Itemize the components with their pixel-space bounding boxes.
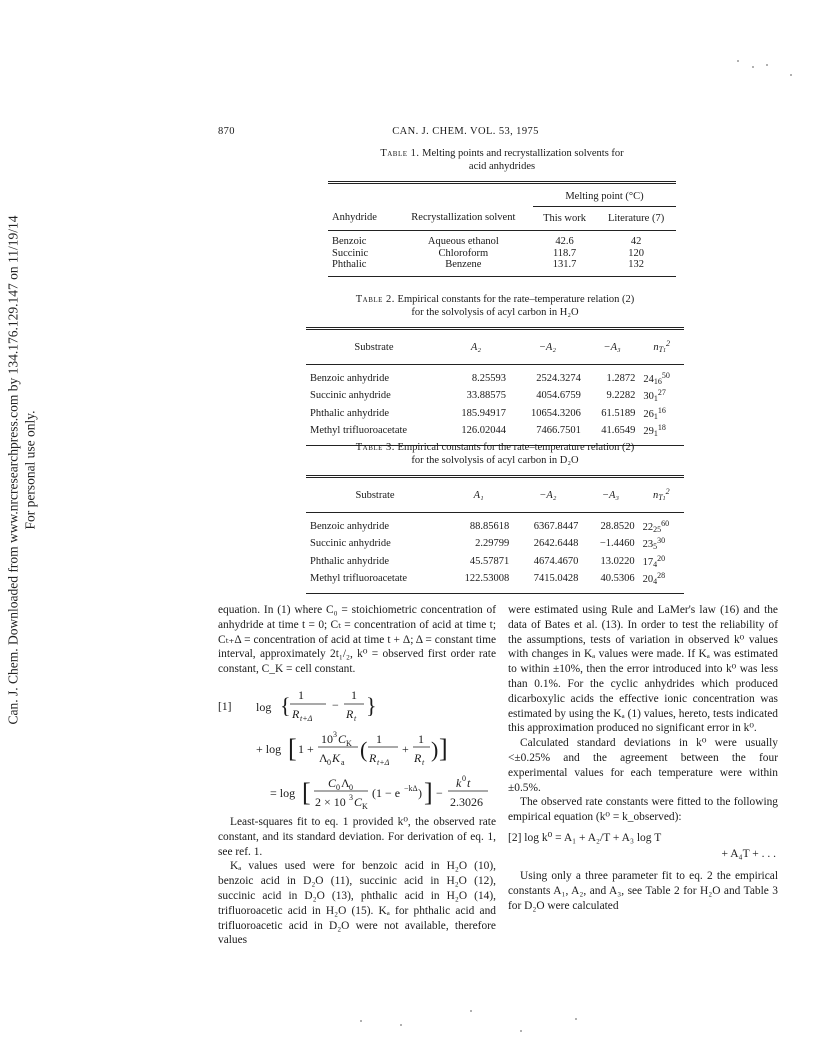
paragraph: Using only a three parameter fit to eq. 2 the empirical constants A₁, A₂, and A₃, see Table 2 for H₂O and Table 3 for D₂O were calculated	[508, 869, 778, 912]
table-cell: 1.2872	[606, 372, 636, 384]
table-cell: Chloroform	[438, 247, 489, 259]
svg-text:0: 0	[336, 782, 340, 792]
table-cell: 40.5306	[600, 573, 635, 584]
table-cell: 88.85618	[469, 520, 510, 532]
paragraph: The observed rate constants were fitted to the following empirical equation (k⁰ = k_observed):	[508, 796, 778, 824]
table-cell: 4674.4670	[533, 555, 579, 567]
table-1	[328, 147, 676, 277]
scan-speck	[752, 66, 754, 68]
table-2	[306, 293, 684, 446]
svg-text:1 +: 1 +	[298, 741, 314, 756]
svg-text:R: R	[369, 750, 377, 765]
table-3-label: Table 3.	[355, 442, 395, 453]
table-cell: 45.57871	[469, 555, 510, 567]
table-row	[306, 387, 684, 405]
table-cell: $22_{25}^{60}$	[642, 518, 670, 534]
table-row	[306, 570, 684, 593]
table-2-col-header: −A₂	[538, 342, 556, 353]
watermark-line-1: Can. J. Chem. Downloaded from www.nrcresearchpress.com by 134.176.129.147 on 11/19/14	[5, 215, 21, 725]
table-1-caption-line-1: Melting points and recrystallization solvents for	[422, 148, 624, 159]
svg-text:1: 1	[376, 731, 382, 746]
svg-text:a: a	[341, 757, 345, 767]
table-3-col-header: −A₃	[601, 490, 620, 501]
table-1-caption	[328, 147, 676, 173]
table-cell: Phthalic	[332, 259, 367, 270]
svg-text:0: 0	[462, 773, 466, 783]
svg-text:R: R	[414, 750, 422, 765]
table-row	[328, 231, 676, 248]
table-row	[306, 512, 684, 535]
scan-speck	[360, 1020, 362, 1022]
scan-speck	[470, 1010, 472, 1012]
table-row	[306, 535, 684, 553]
table-2-col-header: −A₃	[603, 342, 621, 353]
table-cell: 118.7	[552, 247, 577, 259]
table-cell: $17_4^{20}$	[642, 553, 666, 569]
svg-text:t+Δ: t+Δ	[377, 757, 390, 767]
table-cell: 42.6	[555, 236, 574, 247]
table-cell: 9.2282	[606, 390, 636, 401]
svg-text:+ log: + log	[256, 741, 282, 756]
svg-text:K: K	[346, 738, 352, 748]
scan-speck	[766, 64, 768, 66]
svg-text:(: (	[360, 736, 368, 762]
scan-speck	[520, 1030, 522, 1032]
table-3-col-header: A₁	[473, 490, 484, 501]
svg-text:t: t	[422, 757, 425, 767]
table-cell: 10654.3206	[530, 407, 581, 419]
table-cell: 2.29799	[475, 538, 510, 549]
svg-text:R: R	[292, 706, 300, 721]
table-cell: Benzene	[445, 259, 482, 270]
table-3-caption	[306, 441, 684, 467]
svg-text:C: C	[328, 775, 337, 790]
svg-text:(1 − e: (1 − e	[372, 785, 401, 800]
table-cell: Succinic anhydride	[310, 390, 391, 401]
svg-text:t+Δ: t+Δ	[300, 713, 313, 723]
scan-speck	[790, 74, 792, 76]
table-row	[306, 364, 684, 387]
table-3-caption-line-1: Empirical constants for the rate–temperature relation (2)	[397, 442, 635, 453]
table-1-col-header: Literature (7)	[607, 212, 665, 224]
paragraph: were estimated using Rule and LaMer's law (16) and the data of Bates et al. (13). In order to test the reliability of the assumptions, tests of variation in observed k⁰ values with changes in Kₐ values were made. If Kₐ was estimated to within ±10%, then the error introduced into k⁰ was less than 0.1%. For the cyclic anhydrides which produced dicarboxylic acids the effective ionic concentration was estimated by using the Kₐ (1) values, hereto, tests indicated this approximation produced no significant error in k⁰.	[508, 604, 778, 735]
table-cell: 120	[628, 247, 644, 259]
table-1-col-header: Recrystallization solvent	[411, 212, 516, 224]
table-cell: 33.88575	[466, 390, 506, 401]
table-3	[306, 441, 684, 594]
table-cell: −1.4460	[599, 538, 635, 549]
table-row	[306, 405, 684, 423]
table-2-caption-line-2: for the solvolysis of acyl carbon in H₂O	[411, 307, 579, 318]
svg-text:= log: = log	[270, 785, 296, 800]
svg-text:−: −	[436, 785, 443, 800]
table-1-label: Table 1.	[380, 148, 420, 159]
table-cell: 13.0220	[600, 555, 635, 567]
table-cell: 7466.7501	[536, 425, 581, 436]
equation-2-line-1: [2] log k⁰ = A₁ + A₂/T + A₃ log T	[508, 831, 662, 844]
equation-2-line-2: + A₄T + . . .	[721, 847, 776, 860]
table-3-col-header: $n_{T1}^2$	[652, 487, 670, 502]
svg-text:[: [	[302, 777, 311, 807]
table-2-label: Table 2.	[355, 294, 395, 305]
watermark-line-2: For personal use only.	[22, 410, 38, 530]
table-3-col-header: −A₂	[539, 490, 557, 501]
svg-text:C: C	[354, 794, 363, 809]
table-cell: Phthalic anhydride	[310, 407, 390, 419]
table-cell: 61.5189	[601, 407, 636, 419]
svg-text:k: k	[456, 775, 462, 790]
svg-text:log: log	[256, 699, 272, 714]
equation-1-label: [1]	[218, 700, 232, 713]
svg-text:}: }	[366, 692, 377, 718]
table-3-body	[306, 512, 684, 593]
svg-text:1: 1	[418, 731, 424, 746]
table-3-col-header: Substrate	[355, 490, 395, 501]
svg-text:3: 3	[333, 729, 337, 739]
svg-text:0: 0	[327, 757, 331, 767]
table-cell: $20_4^{28}$	[642, 571, 666, 586]
svg-text:t: t	[354, 713, 357, 723]
table-cell: 42	[630, 236, 642, 247]
table-cell: Methyl trifluoroacetate	[310, 425, 408, 436]
paragraph: Kₐ values used were for benzoic acid in H₂O (10), benzoic acid in D₂O (11), succinic acid in H₂O (12), succinic acid in D₂O (13), phthalic acid in H₂O (14), trifluoroacetic acid in H₂O (15). Kₐ for phthalic acid and trifluoroacetic acid in D₂O were not available, therefore values	[218, 860, 496, 947]
table-row	[328, 259, 676, 276]
right-column	[508, 603, 778, 913]
table-cell: Phthalic anhydride	[310, 555, 390, 567]
svg-text:]: ]	[424, 777, 433, 807]
table-cell: 132	[628, 259, 644, 270]
table-2-body	[306, 364, 684, 445]
svg-text:K: K	[362, 801, 368, 811]
svg-text:1: 1	[351, 687, 357, 702]
svg-text:t: t	[467, 775, 471, 790]
table-cell: Benzoic anhydride	[310, 520, 390, 532]
table-2-col-header: A₂	[470, 342, 481, 353]
table-cell: 4054.6759	[536, 390, 581, 401]
svg-text:3: 3	[349, 792, 353, 802]
svg-text:2 × 10: 2 × 10	[315, 794, 346, 809]
table-cell: 2642.6448	[533, 538, 579, 549]
table-cell: 8.25593	[471, 372, 506, 384]
table-3-grid	[306, 475, 684, 594]
svg-text:K: K	[332, 750, 341, 765]
table-cell: $24_{16}^{50}$	[643, 370, 670, 386]
table-cell: 2524.3274	[536, 372, 581, 384]
table-3-caption-line-2: for the solvolysis of acyl carbon in D₂O	[411, 455, 579, 466]
scan-speck	[737, 60, 739, 62]
table-cell: Succinic anhydride	[310, 538, 391, 549]
running-header	[218, 126, 713, 142]
scan-speck	[575, 1018, 577, 1020]
paragraph: equation. In (1) where C₀ = stoichiometric concentration of anhydride at time t = 0; Cₜ = concentration of acid at time t; Cₜ₊Δ = concentration of acid at time t + Δ; Δ = constant time interval, approximately 2t₁/₂, k⁰ = observed first order rate constant, C_K = cell constant.	[218, 604, 496, 676]
table-cell: $30_1^{27}$	[643, 388, 666, 403]
table-cell: $26_1^{16}$	[643, 405, 666, 421]
table-row	[328, 248, 676, 260]
page-number: 870	[218, 126, 235, 137]
svg-text:): )	[431, 736, 439, 762]
table-2-caption-line-1: Empirical constants for the rate–temperature relation (2)	[397, 294, 635, 305]
journal-title: CAN. J. CHEM. VOL. 53, 1975	[392, 126, 539, 137]
svg-text:−kΔ: −kΔ	[404, 783, 418, 793]
svg-text:10: 10	[321, 731, 333, 746]
table-2-grid	[306, 327, 684, 446]
table-cell: 6367.8447	[533, 520, 579, 532]
svg-text:Λ: Λ	[319, 750, 328, 765]
table-cell: Benzoic	[332, 236, 367, 247]
scan-speck	[400, 1024, 402, 1026]
svg-text:R: R	[346, 706, 354, 721]
svg-text:{: {	[280, 692, 291, 718]
svg-text:C: C	[338, 731, 347, 746]
svg-text:): )	[418, 785, 422, 800]
table-cell: 41.6549	[601, 425, 636, 436]
svg-text:[: [	[288, 733, 297, 763]
table-2-col-header: Substrate	[354, 342, 394, 353]
table-row	[306, 553, 684, 571]
table-1-grid	[328, 181, 676, 277]
table-cell: 122.53008	[464, 573, 510, 584]
table-cell: $29_1^{18}$	[643, 423, 666, 438]
download-watermark	[4, 215, 38, 725]
equation-2	[508, 831, 778, 865]
table-2-caption	[306, 293, 684, 319]
svg-text:+: +	[402, 741, 409, 756]
svg-text:0: 0	[349, 782, 353, 792]
left-column	[218, 603, 496, 948]
svg-text:2.3026: 2.3026	[450, 794, 483, 809]
table-cell: $23_5^{30}$	[642, 536, 666, 551]
table-cell: 185.94917	[461, 407, 506, 419]
table-cell: 7415.0428	[533, 573, 579, 584]
table-1-col-header: This work	[543, 212, 586, 224]
table-cell: 131.7	[552, 259, 577, 270]
table-2-col-header: $n_{T1}^2$	[653, 339, 671, 354]
table-cell: 28.8520	[600, 520, 635, 532]
table-cell: Aqueous ethanol	[427, 236, 499, 247]
svg-text:Λ: Λ	[341, 775, 350, 790]
table-1-col-header: Anhydride	[332, 212, 377, 224]
svg-text:1: 1	[298, 687, 304, 702]
paragraph: Least-squares fit to eq. 1 provided k⁰, the observed rate constant, and its standard deviation. For derivation of eq. 1, see ref. 1.	[218, 815, 496, 858]
table-cell: Methyl trifluoroacetate	[310, 573, 408, 584]
equation-1-figure	[218, 685, 496, 815]
table-1-caption-line-2: acid anhydrides	[468, 161, 536, 172]
table-cell: Succinic	[332, 247, 369, 259]
equation-1	[218, 685, 496, 815]
paragraph: Calculated standard deviations in k⁰ were usually <±0.25% and the agreement between the four experimental values for each temperature were within ±0.5%.	[508, 737, 778, 794]
svg-text:−: −	[332, 697, 339, 712]
table-cell: 126.02044	[461, 425, 506, 436]
table-cell: Benzoic anhydride	[310, 372, 390, 384]
table-1-group-header: Melting point (°C)	[533, 188, 676, 206]
svg-text:]: ]	[439, 733, 448, 763]
